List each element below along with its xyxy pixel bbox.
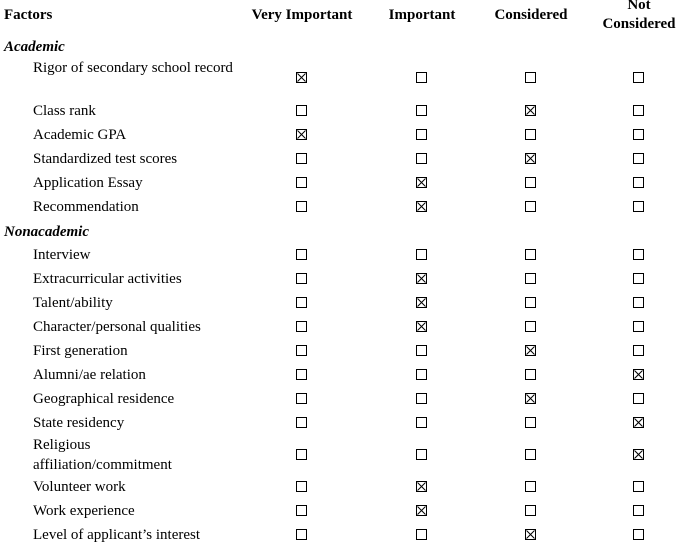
- not-considered-checkbox[interactable]: [633, 129, 644, 140]
- considered-checkbox-checked[interactable]: [525, 105, 536, 116]
- important-checkbox[interactable]: [416, 72, 427, 83]
- not-considered-checkbox[interactable]: [633, 201, 644, 212]
- x-mark-icon: [417, 274, 426, 283]
- important-checkbox[interactable]: [416, 345, 427, 356]
- very-important-checkbox[interactable]: [296, 153, 307, 164]
- important-checkbox-checked[interactable]: [416, 321, 427, 332]
- not-considered-checkbox-checked[interactable]: [633, 417, 644, 428]
- table-row: [0, 389, 685, 409]
- table-row: [0, 101, 685, 121]
- table-row: [0, 435, 685, 475]
- very-important-checkbox[interactable]: [296, 177, 307, 188]
- not-considered-checkbox[interactable]: [633, 273, 644, 284]
- not-considered-checkbox[interactable]: [633, 481, 644, 492]
- considered-checkbox[interactable]: [525, 505, 536, 516]
- header-not-considered-line1: Not: [627, 0, 651, 13]
- not-considered-checkbox-checked[interactable]: [633, 449, 644, 460]
- x-mark-icon: [417, 482, 426, 491]
- x-mark-icon: [634, 418, 643, 427]
- very-important-checkbox[interactable]: [296, 529, 307, 540]
- important-checkbox[interactable]: [416, 449, 427, 460]
- very-important-checkbox[interactable]: [296, 273, 307, 284]
- factor-label: Interview: [33, 247, 91, 263]
- factor-label: Geographical residence: [33, 391, 175, 407]
- table-row: [0, 341, 685, 361]
- factor-label: Academic GPA: [33, 127, 127, 143]
- considered-checkbox[interactable]: [525, 273, 536, 284]
- table-row: [0, 293, 685, 313]
- important-checkbox[interactable]: [416, 393, 427, 404]
- important-checkbox[interactable]: [416, 105, 427, 116]
- factor-label: Recommendation: [33, 199, 139, 215]
- factor-label: Alumni/ae relation: [33, 367, 146, 383]
- table-row: [0, 149, 685, 169]
- table-row: [0, 245, 685, 265]
- header-factors: Factors: [4, 7, 53, 23]
- factor-label: Extracurricular activities: [33, 271, 182, 287]
- very-important-checkbox[interactable]: [296, 249, 307, 260]
- very-important-checkbox[interactable]: [296, 297, 307, 308]
- factor-label: Standardized test scores: [33, 151, 178, 167]
- x-mark-icon: [417, 298, 426, 307]
- very-important-checkbox[interactable]: [296, 345, 307, 356]
- important-checkbox[interactable]: [416, 249, 427, 260]
- very-important-checkbox[interactable]: [296, 105, 307, 116]
- considered-checkbox[interactable]: [525, 321, 536, 332]
- considered-checkbox-checked[interactable]: [525, 153, 536, 164]
- table-row: [0, 58, 685, 98]
- important-checkbox[interactable]: [416, 417, 427, 428]
- not-considered-checkbox[interactable]: [633, 321, 644, 332]
- very-important-checkbox[interactable]: [296, 321, 307, 332]
- considered-checkbox[interactable]: [525, 201, 536, 212]
- table-row: [0, 269, 685, 289]
- considered-checkbox-checked[interactable]: [525, 393, 536, 404]
- factor-label: Rigor of secondary school record: [33, 60, 233, 76]
- factor-label: Work experience: [33, 503, 135, 519]
- considered-checkbox[interactable]: [525, 297, 536, 308]
- not-considered-checkbox[interactable]: [633, 249, 644, 260]
- x-mark-icon: [297, 130, 306, 139]
- not-considered-checkbox[interactable]: [633, 529, 644, 540]
- x-mark-icon: [297, 73, 306, 82]
- very-important-checkbox[interactable]: [296, 417, 307, 428]
- table-row: [0, 501, 685, 521]
- very-important-checkbox[interactable]: [296, 505, 307, 516]
- not-considered-checkbox[interactable]: [633, 153, 644, 164]
- important-checkbox[interactable]: [416, 129, 427, 140]
- table-row: [0, 317, 685, 337]
- considered-checkbox[interactable]: [525, 129, 536, 140]
- considered-checkbox[interactable]: [525, 481, 536, 492]
- x-mark-icon: [417, 202, 426, 211]
- factor-label: First generation: [33, 343, 128, 359]
- very-important-checkbox-checked[interactable]: [296, 129, 307, 140]
- very-important-checkbox-checked[interactable]: [296, 72, 307, 83]
- not-considered-checkbox-checked[interactable]: [633, 369, 644, 380]
- not-considered-checkbox[interactable]: [633, 177, 644, 188]
- important-checkbox[interactable]: [416, 153, 427, 164]
- header-not-considered-line2: Considered: [602, 16, 676, 32]
- section-title-academic: Academic: [4, 39, 65, 55]
- table-row: [0, 197, 685, 217]
- factor-label: State residency: [33, 415, 125, 431]
- table-row: [0, 477, 685, 497]
- x-mark-icon: [526, 106, 535, 115]
- table-row: [0, 525, 685, 545]
- important-checkbox-checked[interactable]: [416, 177, 427, 188]
- important-checkbox-checked[interactable]: [416, 273, 427, 284]
- considered-checkbox[interactable]: [525, 417, 536, 428]
- very-important-checkbox[interactable]: [296, 449, 307, 460]
- considered-checkbox[interactable]: [525, 369, 536, 380]
- important-checkbox-checked[interactable]: [416, 481, 427, 492]
- considered-checkbox[interactable]: [525, 449, 536, 460]
- very-important-checkbox[interactable]: [296, 201, 307, 212]
- factor-label: Religious affiliation/commitment: [33, 437, 172, 473]
- table-row: [0, 125, 685, 145]
- x-mark-icon: [526, 154, 535, 163]
- header-important: Important: [388, 7, 456, 23]
- section-title-nonacademic: Nonacademic: [4, 224, 89, 240]
- not-considered-checkbox[interactable]: [633, 345, 644, 356]
- considered-checkbox-checked[interactable]: [525, 345, 536, 356]
- important-checkbox-checked[interactable]: [416, 505, 427, 516]
- x-mark-icon: [417, 178, 426, 187]
- considered-checkbox[interactable]: [525, 249, 536, 260]
- x-mark-icon: [634, 450, 643, 459]
- factor-label: Character/personal qualities: [33, 319, 201, 335]
- very-important-checkbox[interactable]: [296, 481, 307, 492]
- table-row: [0, 365, 685, 385]
- important-checkbox[interactable]: [416, 529, 427, 540]
- factor-label: Volunteer work: [33, 479, 126, 495]
- considered-checkbox-checked[interactable]: [525, 529, 536, 540]
- not-considered-checkbox[interactable]: [633, 105, 644, 116]
- considered-checkbox[interactable]: [525, 72, 536, 83]
- x-mark-icon: [634, 370, 643, 379]
- header-very-important: Very Important: [251, 7, 353, 23]
- x-mark-icon: [526, 530, 535, 539]
- factor-label: Application Essay: [33, 175, 143, 191]
- not-considered-checkbox[interactable]: [633, 393, 644, 404]
- factor-label: Level of applicant’s interest: [33, 527, 201, 543]
- not-considered-checkbox[interactable]: [633, 505, 644, 516]
- not-considered-checkbox[interactable]: [633, 297, 644, 308]
- x-mark-icon: [526, 346, 535, 355]
- very-important-checkbox[interactable]: [296, 393, 307, 404]
- considered-checkbox[interactable]: [525, 177, 536, 188]
- important-checkbox-checked[interactable]: [416, 201, 427, 212]
- very-important-checkbox[interactable]: [296, 369, 307, 380]
- x-mark-icon: [526, 394, 535, 403]
- table-row: [0, 173, 685, 193]
- factor-label: Class rank: [33, 103, 96, 119]
- x-mark-icon: [417, 322, 426, 331]
- factor-label: Talent/ability: [33, 295, 113, 311]
- header-considered: Considered: [494, 7, 568, 23]
- important-checkbox-checked[interactable]: [416, 297, 427, 308]
- not-considered-checkbox[interactable]: [633, 72, 644, 83]
- x-mark-icon: [417, 506, 426, 515]
- table-row: [0, 413, 685, 433]
- important-checkbox[interactable]: [416, 369, 427, 380]
